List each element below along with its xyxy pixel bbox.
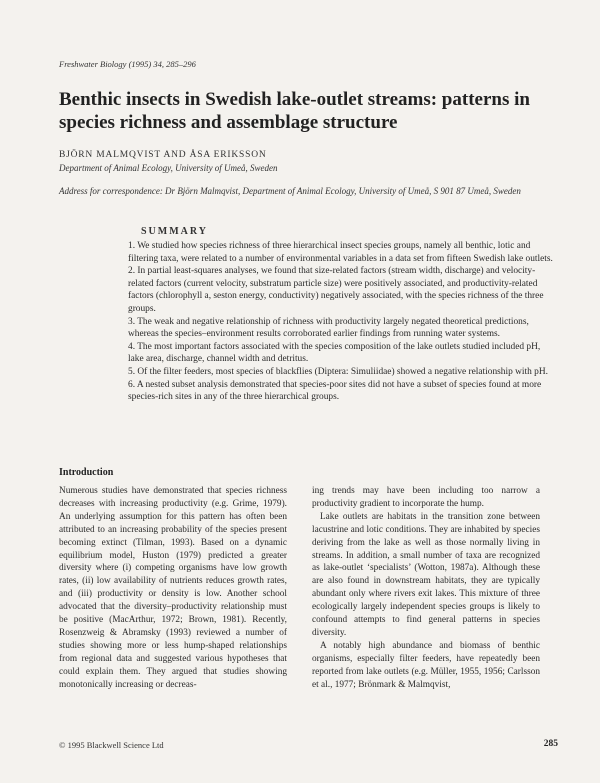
left-column (59, 485, 287, 692)
body-paragraph: ing trends may have been including too narrow a productivity gradient to incorporate the hump. (312, 486, 540, 509)
summary-list (128, 240, 558, 404)
summary-item: 3. The weak and negative relationship of richness with productivity largely negated theoretical predictions, whereas the species–environment results corroborated earlier findings from running water systems. (128, 316, 529, 340)
introduction-heading: Introduction (59, 467, 114, 478)
page-number: 285 (543, 739, 558, 749)
copyright: © 1995 Blackwell Science Ltd (59, 740, 164, 750)
right-column (312, 485, 540, 692)
summary-heading: SUMMARY (141, 226, 208, 237)
body-paragraph: A notably high abundance and biomass of benthic organisms, especially filter feeders, have repeatedly been reported from lake outlets (e.g. Müller, 1955, 1956; Carlsson et al., 1977; Brönmark & Malmqvist, (312, 640, 540, 690)
journal-citation: Freshwater Biology (1995) 34, 285–296 (59, 59, 196, 69)
summary-item: 5. Of the filter feeders, most species of blackflies (Diptera: Simuliidae) showed a negative relationship with pH. (128, 366, 548, 377)
body-paragraph: Numerous studies have demonstrated that species richness decreases with increasing productivity (e.g. Grime, 1979). An underlying assumption for this pattern has often been attributed to an increasing probability of the species present becoming extinct (Tilman, 1993). Based on a dynamic equilibrium model, Huston (1979) predicted a greater diversity where (i) competing organisms have low growth rates, (ii) low availability of nutrients reduces growth rates, and (iii) productivity or density is low. Another school advocated that the diversity–productivity relationship must be positive (MacArthur, 1972; Brown, 1981). Recently, Rosenzweig & Abramsky (1993) reviewed a number of studies showing more or less hump-shaped relationships from regional data and suggested various hypotheses that could explain them. They argued that studies showing monotonically increasing or decreas- (59, 486, 287, 690)
correspondence-address: Address for correspondence: Dr Björn Malmqvist, Department of Animal Ecology, University of Umeå, S 901 87 Umeå, Sweden (59, 186, 521, 196)
summary-item: 1. We studied how species richness of three hierarchical insect species groups, namely all benthic, lotic and filtering taxa, were related to a number of environmental variables in a data set from fifteen Swedish lake outlets. (128, 241, 553, 264)
article-title: Benthic insects in Swedish lake-outlet streams: patterns in species richness and assemblage structure (59, 89, 530, 133)
summary-item: 2. In partial least-squares analyses, we found that size-related factors (stream width, discharge) and velocity-related factors (current velocity, substratum particle size) were positively associated, and productivity-related factors (chlorophyll a, seston energy, conductivity) negatively associated, with the species richness of the three groups. (128, 266, 544, 314)
department: Department of Animal Ecology, University of Umeå, Sweden (59, 163, 278, 173)
authors: BJÖRN MALMQVIST AND ÅSA ERIKSSON (59, 150, 267, 160)
summary-item: 4. The most important factors associated with the species composition of the lake outlets studied included pH, lake area, discharge, channel width and detritus. (128, 341, 541, 365)
summary-item: 6. A nested subset analysis demonstrated that species-poor sites did not have a subset of species found at more species-rich sites in any of the three hierarchical groups. (128, 379, 542, 403)
body-paragraph: Lake outlets are habitats in the transition zone between lacustrine and lotic conditions. They are inhabited by species deriving from the lake as well as those normally living in streams. In addition, a small number of taxa are recognized as lake-outlet ‘specialists’ (Wotton, 1987a). Although these are also found in downstream habitats, they are typically abundant only where rivers exit lakes. This mixture of three ecologically largely independent species groups is likely to confound attempts to find general patterns in species diversity. (312, 511, 540, 638)
